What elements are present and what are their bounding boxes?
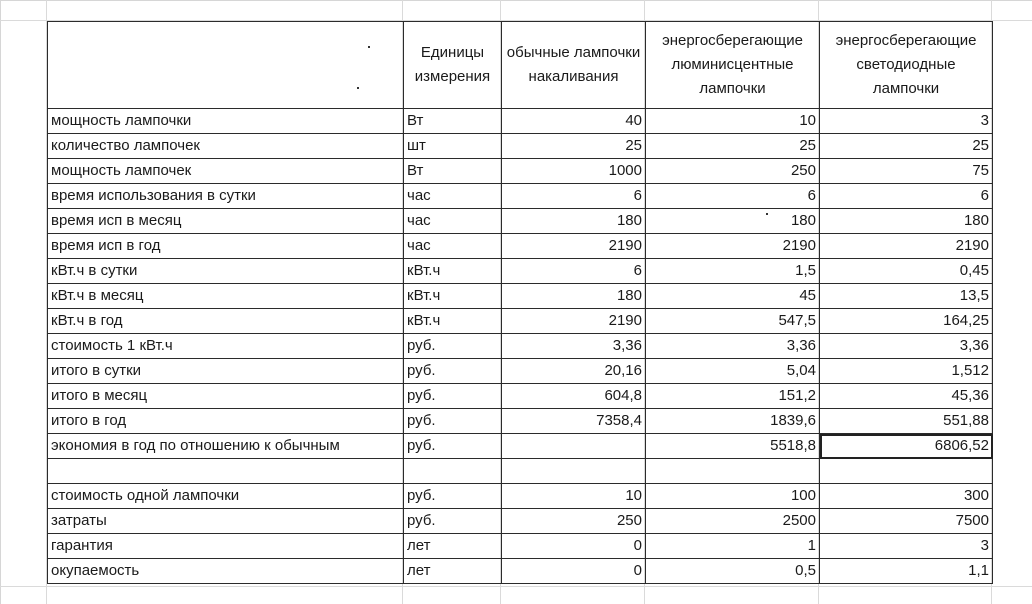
row-incandescent-value-cell[interactable]: 6: [502, 184, 646, 209]
row-incandescent-value-cell[interactable]: 10: [502, 484, 646, 509]
row-led-value-cell[interactable]: 6: [820, 184, 993, 209]
row-led-value-cell[interactable]: 6806,52: [820, 434, 993, 459]
row-incandescent-value-cell[interactable]: [502, 459, 646, 484]
row-fluorescent-value-cell[interactable]: 180: [646, 209, 820, 234]
header-label-cell[interactable]: [48, 22, 404, 109]
row-label-cell[interactable]: время использования в сутки: [48, 184, 404, 209]
header-units-cell[interactable]: Единицы измерения: [404, 22, 502, 109]
row-label-cell[interactable]: итого в месяц: [48, 384, 404, 409]
row-fluorescent-value-cell[interactable]: 547,5: [646, 309, 820, 334]
stray-dot: [368, 46, 370, 48]
row-incandescent-value-cell[interactable]: 180: [502, 209, 646, 234]
row-led-value-cell[interactable]: 2190: [820, 234, 993, 259]
row-led-value-cell[interactable]: 180: [820, 209, 993, 234]
table-row: [48, 509, 993, 534]
row-led-value-cell[interactable]: 45,36: [820, 384, 993, 409]
row-incandescent-value-cell[interactable]: 2190: [502, 234, 646, 259]
row-incandescent-value-cell[interactable]: 604,8: [502, 384, 646, 409]
stray-dot: [357, 87, 359, 89]
row-fluorescent-value-cell[interactable]: 1839,6: [646, 409, 820, 434]
row-label-cell[interactable]: итого в год: [48, 409, 404, 434]
row-fluorescent-value-cell[interactable]: 6: [646, 184, 820, 209]
row-label-cell[interactable]: количество лампочек: [48, 134, 404, 159]
row-led-value-cell[interactable]: 164,25: [820, 309, 993, 334]
table-row: [48, 159, 993, 184]
row-fluorescent-value-cell[interactable]: 100: [646, 484, 820, 509]
row-unit-cell[interactable]: руб.: [404, 334, 502, 359]
row-label-cell[interactable]: экономия в год по отношению к обычным: [48, 434, 404, 459]
table-row: [48, 334, 993, 359]
table-row: [48, 384, 993, 409]
row-incandescent-value-cell[interactable]: 180: [502, 284, 646, 309]
row-unit-cell[interactable]: руб.: [404, 359, 502, 384]
row-unit-cell[interactable]: кВт.ч: [404, 259, 502, 284]
row-incandescent-value-cell[interactable]: [502, 434, 646, 459]
row-unit-cell[interactable]: лет: [404, 559, 502, 584]
row-unit-cell[interactable]: час: [404, 234, 502, 259]
row-unit-cell[interactable]: руб.: [404, 434, 502, 459]
row-incandescent-value-cell[interactable]: 7358,4: [502, 409, 646, 434]
row-unit-cell[interactable]: руб.: [404, 509, 502, 534]
row-incandescent-value-cell[interactable]: 20,16: [502, 359, 646, 384]
gridline: [0, 586, 1032, 587]
row-incandescent-value-cell[interactable]: 250: [502, 509, 646, 534]
table-row: [48, 484, 993, 509]
table-row: [48, 234, 993, 259]
stray-dot: [766, 213, 768, 215]
row-incandescent-value-cell[interactable]: 2190: [502, 309, 646, 334]
row-fluorescent-value-cell[interactable]: 25: [646, 134, 820, 159]
table-row: [48, 109, 993, 134]
row-label-cell[interactable]: кВт.ч в сутки: [48, 259, 404, 284]
row-led-value-cell[interactable]: 1,1: [820, 559, 993, 584]
row-fluorescent-value-cell[interactable]: 3,36: [646, 334, 820, 359]
row-label-cell[interactable]: мощность лампочек: [48, 159, 404, 184]
row-led-value-cell[interactable]: 3: [820, 109, 993, 134]
row-fluorescent-value-cell[interactable]: 5518,8: [646, 434, 820, 459]
row-label-cell[interactable]: кВт.ч в месяц: [48, 284, 404, 309]
table-row: [48, 134, 993, 159]
table-row: [48, 534, 993, 559]
row-led-value-cell[interactable]: 7500: [820, 509, 993, 534]
row-label-cell[interactable]: итого в сутки: [48, 359, 404, 384]
row-label-cell[interactable]: стоимость одной лампочки: [48, 484, 404, 509]
row-label-cell[interactable]: кВт.ч в год: [48, 309, 404, 334]
row-fluorescent-value-cell[interactable]: [646, 459, 820, 484]
table-row-empty: [48, 459, 993, 484]
row-led-value-cell[interactable]: 1,512: [820, 359, 993, 384]
table-row: [48, 184, 993, 209]
row-incandescent-value-cell[interactable]: 25: [502, 134, 646, 159]
table-row: [48, 359, 993, 384]
row-fluorescent-value-cell[interactable]: 151,2: [646, 384, 820, 409]
row-unit-cell[interactable]: шт: [404, 134, 502, 159]
table-row: [48, 434, 993, 459]
header-fluorescent-cell[interactable]: энергосберегающие люминисцентные лампочки: [646, 22, 820, 109]
table-row: [48, 209, 993, 234]
row-led-value-cell[interactable]: 3: [820, 534, 993, 559]
table-header-row: [48, 22, 993, 109]
table-row: [48, 559, 993, 584]
row-unit-cell[interactable]: руб.: [404, 384, 502, 409]
row-unit-cell[interactable]: руб.: [404, 409, 502, 434]
row-fluorescent-value-cell[interactable]: 5,04: [646, 359, 820, 384]
row-led-value-cell[interactable]: 25: [820, 134, 993, 159]
row-led-value-cell[interactable]: 13,5: [820, 284, 993, 309]
row-unit-cell[interactable]: Вт: [404, 159, 502, 184]
row-unit-cell[interactable]: кВт.ч: [404, 284, 502, 309]
header-incandescent-cell[interactable]: обычные лампочки накаливания: [502, 22, 646, 109]
row-led-value-cell[interactable]: 3,36: [820, 334, 993, 359]
row-unit-cell[interactable]: кВт.ч: [404, 309, 502, 334]
row-label-cell[interactable]: затраты: [48, 509, 404, 534]
row-unit-cell[interactable]: лет: [404, 534, 502, 559]
row-label-cell[interactable]: время исп в год: [48, 234, 404, 259]
row-unit-cell[interactable]: [404, 459, 502, 484]
row-fluorescent-value-cell[interactable]: 45: [646, 284, 820, 309]
row-incandescent-value-cell[interactable]: 1000: [502, 159, 646, 184]
row-label-cell[interactable]: время исп в месяц: [48, 209, 404, 234]
row-fluorescent-value-cell[interactable]: 1,5: [646, 259, 820, 284]
row-label-cell[interactable]: [48, 459, 404, 484]
row-label-cell[interactable]: окупаемость: [48, 559, 404, 584]
row-fluorescent-value-cell[interactable]: 2190: [646, 234, 820, 259]
row-label-cell[interactable]: стоимость 1 кВт.ч: [48, 334, 404, 359]
row-fluorescent-value-cell[interactable]: 2500: [646, 509, 820, 534]
row-unit-cell[interactable]: час: [404, 209, 502, 234]
row-fluorescent-value-cell[interactable]: 0,5: [646, 559, 820, 584]
table-row: [48, 309, 993, 334]
row-incandescent-value-cell[interactable]: 6: [502, 259, 646, 284]
row-unit-cell[interactable]: руб.: [404, 484, 502, 509]
row-unit-cell[interactable]: Вт: [404, 109, 502, 134]
row-led-value-cell[interactable]: 0,45: [820, 259, 993, 284]
table-row: [48, 409, 993, 434]
row-label-cell[interactable]: мощность лампочки: [48, 109, 404, 134]
row-led-value-cell[interactable]: 75: [820, 159, 993, 184]
row-incandescent-value-cell[interactable]: 40: [502, 109, 646, 134]
row-led-value-cell[interactable]: [820, 459, 993, 484]
row-label-cell[interactable]: гарантия: [48, 534, 404, 559]
table-row: [48, 284, 993, 309]
row-led-value-cell[interactable]: 551,88: [820, 409, 993, 434]
row-led-value-cell[interactable]: 300: [820, 484, 993, 509]
row-fluorescent-value-cell[interactable]: 1: [646, 534, 820, 559]
row-fluorescent-value-cell[interactable]: 250: [646, 159, 820, 184]
table-row: [48, 259, 993, 284]
row-unit-cell[interactable]: час: [404, 184, 502, 209]
row-fluorescent-value-cell[interactable]: 10: [646, 109, 820, 134]
row-incandescent-value-cell[interactable]: 3,36: [502, 334, 646, 359]
row-incandescent-value-cell[interactable]: 0: [502, 534, 646, 559]
header-led-cell[interactable]: энергосберегающие светодиодные лампочки: [820, 22, 993, 109]
data-table: [47, 21, 993, 584]
row-incandescent-value-cell[interactable]: 0: [502, 559, 646, 584]
